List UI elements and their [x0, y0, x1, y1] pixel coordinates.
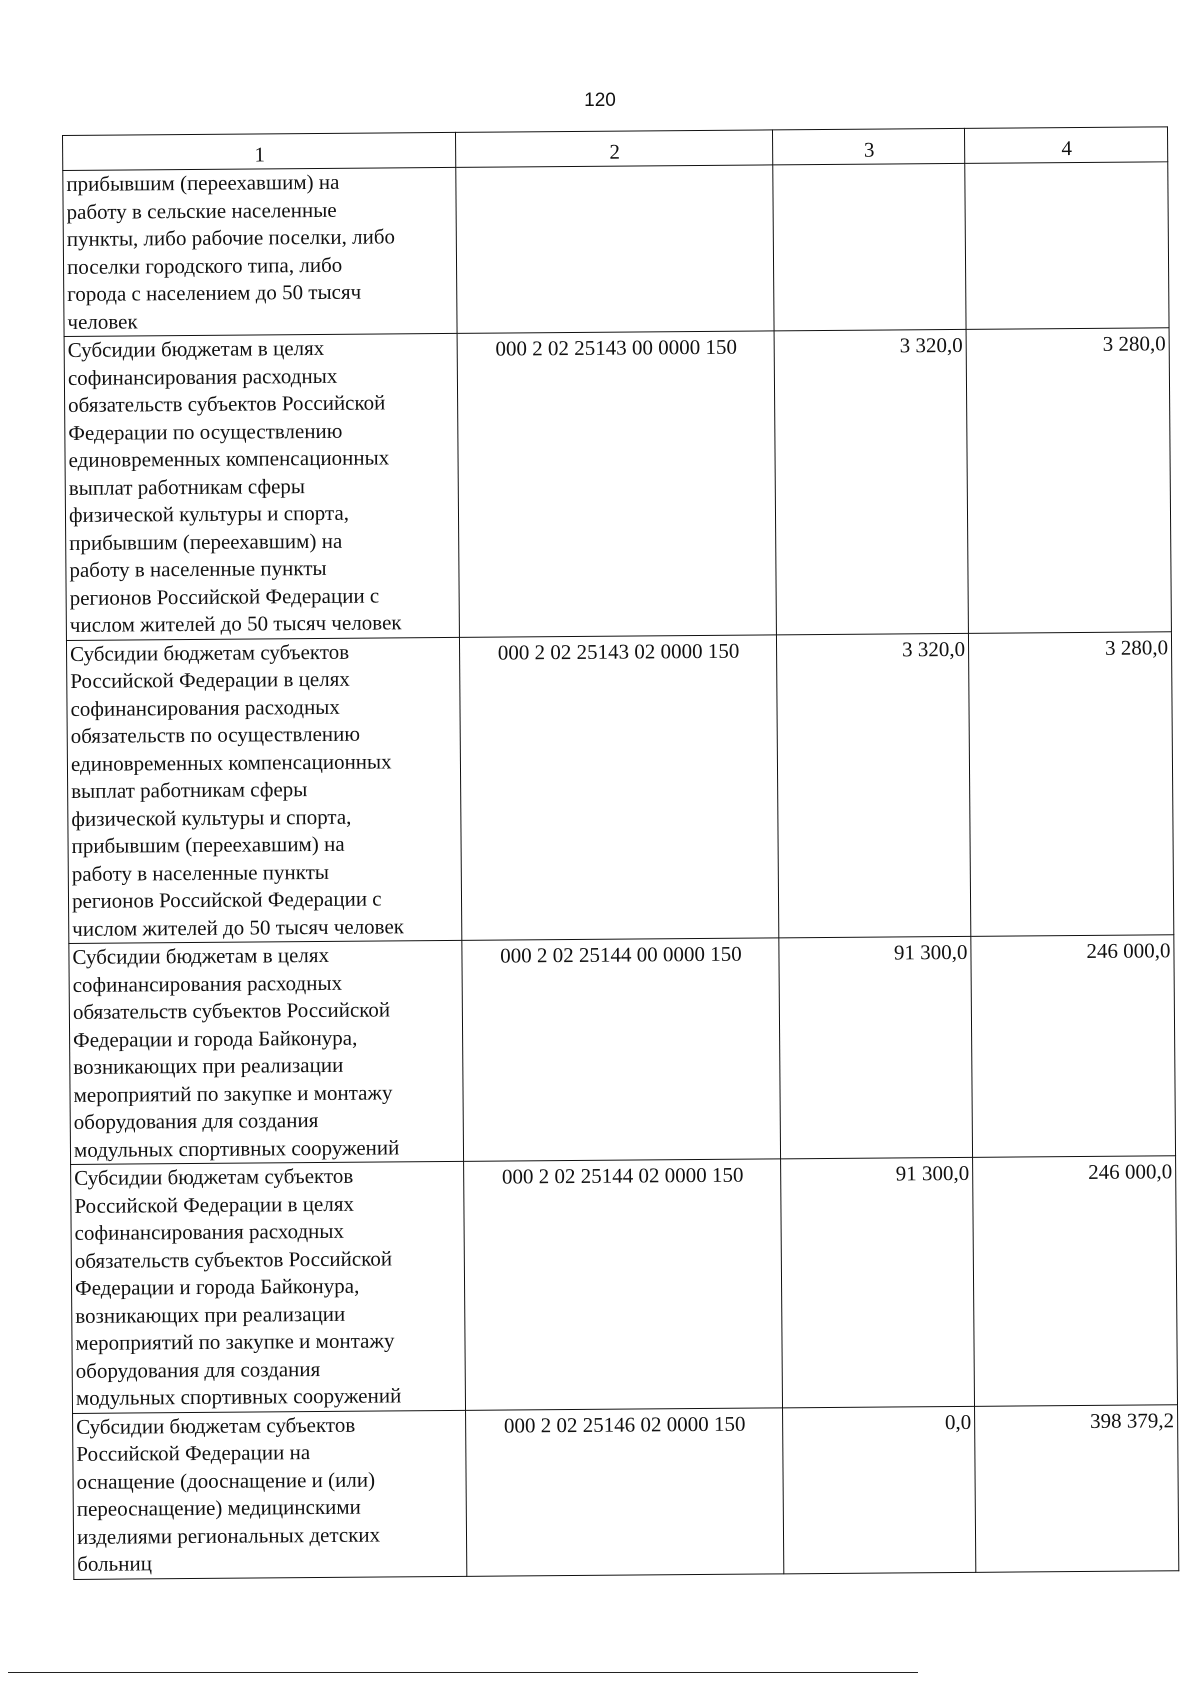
table-row [64, 328, 1171, 640]
row-value-col4 [965, 162, 1169, 330]
page-number: 120 [584, 90, 616, 111]
header-col-3: 3 [772, 128, 964, 165]
table-row [73, 1404, 1179, 1579]
row-value-col3 [773, 163, 966, 331]
header-col-4: 4 [964, 127, 1167, 164]
row-value-col3: 91 300,0 [779, 936, 973, 1159]
row-value-col4: 3 280,0 [968, 631, 1173, 936]
row-value-col4: 398 379,2 [975, 1404, 1179, 1572]
budget-table [62, 126, 1179, 1579]
row-value-col4: 3 280,0 [966, 328, 1171, 633]
row-code: 000 2 02 25146 02 0000 150 [466, 1407, 784, 1575]
row-value-col3: 3 320,0 [774, 329, 968, 634]
table-row [66, 631, 1173, 943]
bottom-scan-line [8, 1672, 918, 1673]
row-value-col3: 3 320,0 [776, 633, 970, 938]
row-description: Субсидии бюджетам субъектов Российской Федерации на оснащение (дооснащение и (или) переоснащение) медицинскими изделиями региональных детских больниц [73, 1410, 467, 1579]
row-description: Субсидии бюджетам в целях софинансирования расходных обязательств субъектов Российской Федерации и города Байконура, возникающих при реализации мероприятий по закупке и монтажу оборудования для создания модульных спортивных сооружений [69, 940, 464, 1164]
row-code: 000 2 02 25144 02 0000 150 [464, 1159, 783, 1410]
row-code: 000 2 02 25143 00 0000 150 [457, 331, 776, 637]
budget-table-container [62, 126, 1179, 1579]
header-col-1: 1 [63, 132, 456, 170]
row-value-col4: 246 000,0 [973, 1156, 1178, 1406]
row-value-col3: 0,0 [783, 1406, 976, 1574]
table-row [71, 1156, 1178, 1413]
row-description: Субсидии бюджетам субъектов Российской Федерации в целях софинансирования расходных обязательств по осуществлению единовременных компенсационных выплат работникам сферы физической культуры и спорта, прибывшим (переехавшим) на работу в населенные пункты регионов Российской Федерации с числом жителей до 50 тысяч человек [66, 637, 461, 944]
row-value-col4: 246 000,0 [971, 935, 1176, 1158]
row-code: 000 2 02 25144 00 0000 150 [462, 938, 781, 1161]
row-code [456, 165, 774, 333]
table-row [69, 935, 1176, 1165]
row-description: Субсидии бюджетам в целях софинансирования расходных обязательств субъектов Российской Федерации по осуществлению единовременных компенсационных выплат работникам сферы физической культуры и спорта, прибывшим (переехавшим) на работу в населенные пункты регионов Российской Федерации с числом жителей до 50 тысяч человек [64, 333, 459, 640]
row-description: Субсидии бюджетам субъектов Российской Федерации в целях софинансирования расходных обязательств субъектов Российской Федерации и города Байконура, возникающих при реализации мероприятий по закупке и монтажу оборудования для создания модульных спортивных сооружений [71, 1161, 466, 1413]
row-value-col3: 91 300,0 [781, 1157, 975, 1407]
row-description: прибывшим (переехавшим) на работу в сельские населенные пункты, либо рабочие поселки, либо поселки городского типа, либо города с населением до 50 тысяч человек [63, 167, 457, 336]
table-row [63, 162, 1169, 337]
header-col-2: 2 [455, 130, 772, 167]
row-code: 000 2 02 25143 02 0000 150 [459, 634, 778, 940]
